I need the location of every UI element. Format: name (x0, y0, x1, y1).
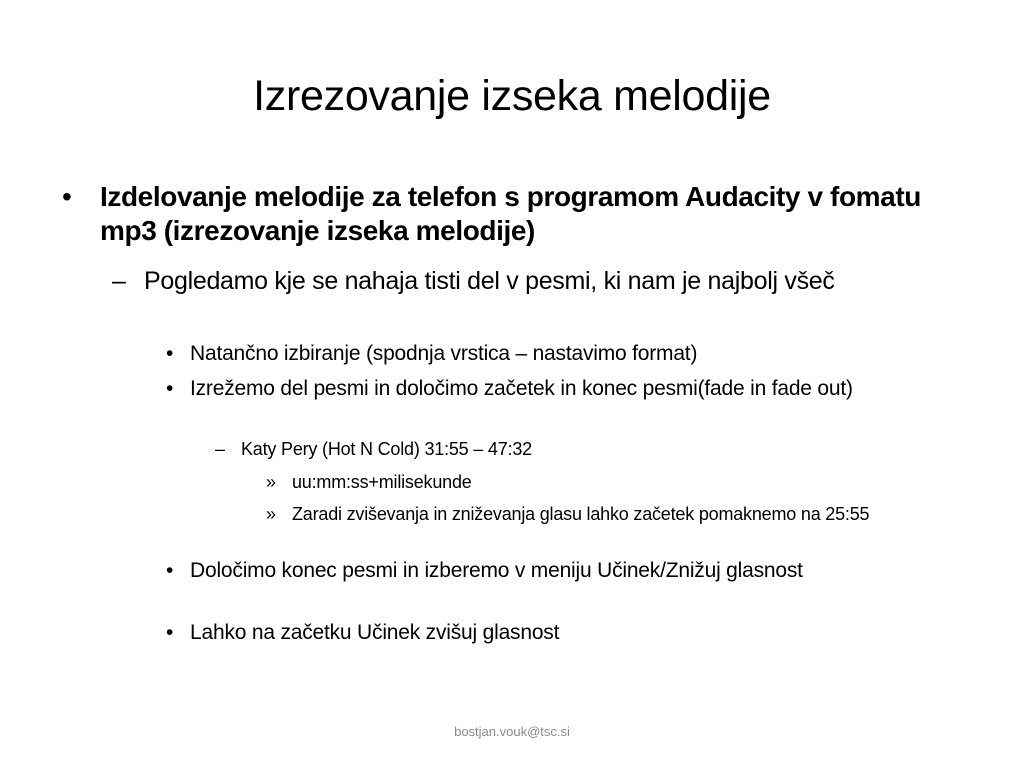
bullet-text: Zaradi zviševanja in zniževanja glasu lahko začetek pomaknemo na 25:55 (292, 504, 870, 524)
bullet-level-3 (166, 376, 950, 402)
bullet-text: uu:mm:ss+milisekunde (292, 472, 472, 492)
bullet-text: Natančno izbiranje (spodnja vrstica – nastavimo format) (190, 342, 698, 365)
bullet-text: Katy Pery (Hot N Cold) 31:55 – 47:32 (241, 439, 532, 459)
bullet-text: Določimo konec pesmi in izberemo v meniju Učinek/Znižuj glasnost (190, 559, 803, 582)
bullet-level-3 (166, 620, 950, 646)
bullet-level-5 (266, 503, 962, 525)
bullet-dot-icon: • (166, 342, 174, 365)
bullet-text: Izdelovanje melodije za telefon s programom Audacity v fomatu mp3 (izrezovanje izseka melodije) (100, 181, 921, 246)
bullet-text: Pogledamo kje se nahaja tisti del v pesmi, ki nam je najbolj všeč (144, 267, 835, 295)
bullet-dash-icon: – (112, 267, 126, 295)
bullet-chevron-icon: » (266, 472, 276, 492)
bullet-dot-icon: • (166, 377, 174, 400)
bullet-chevron-icon: » (266, 504, 276, 524)
bullet-level-3 (166, 558, 950, 584)
bullet-level-4 (215, 438, 941, 460)
bullet-dot-icon: • (62, 181, 72, 212)
bullet-level-5 (266, 471, 962, 493)
bullet-text: Lahko na začetku Učinek zvišuj glasnost (190, 621, 560, 644)
bullet-dot-icon: • (166, 559, 174, 582)
bullet-level-3 (166, 341, 950, 367)
bullet-dot-icon: • (166, 621, 174, 644)
bullet-level-1 (62, 180, 980, 248)
slide-title: Izrezovanje izseka melodije (253, 72, 771, 120)
bullet-text: Izrežemo del pesmi in določimo začetek in konec pesmi(fade in fade out) (190, 377, 853, 400)
bullet-level-2 (112, 266, 984, 296)
footer-email: bostjan.vouk@tsc.si (454, 724, 570, 739)
bullet-dash-icon: – (215, 439, 225, 459)
